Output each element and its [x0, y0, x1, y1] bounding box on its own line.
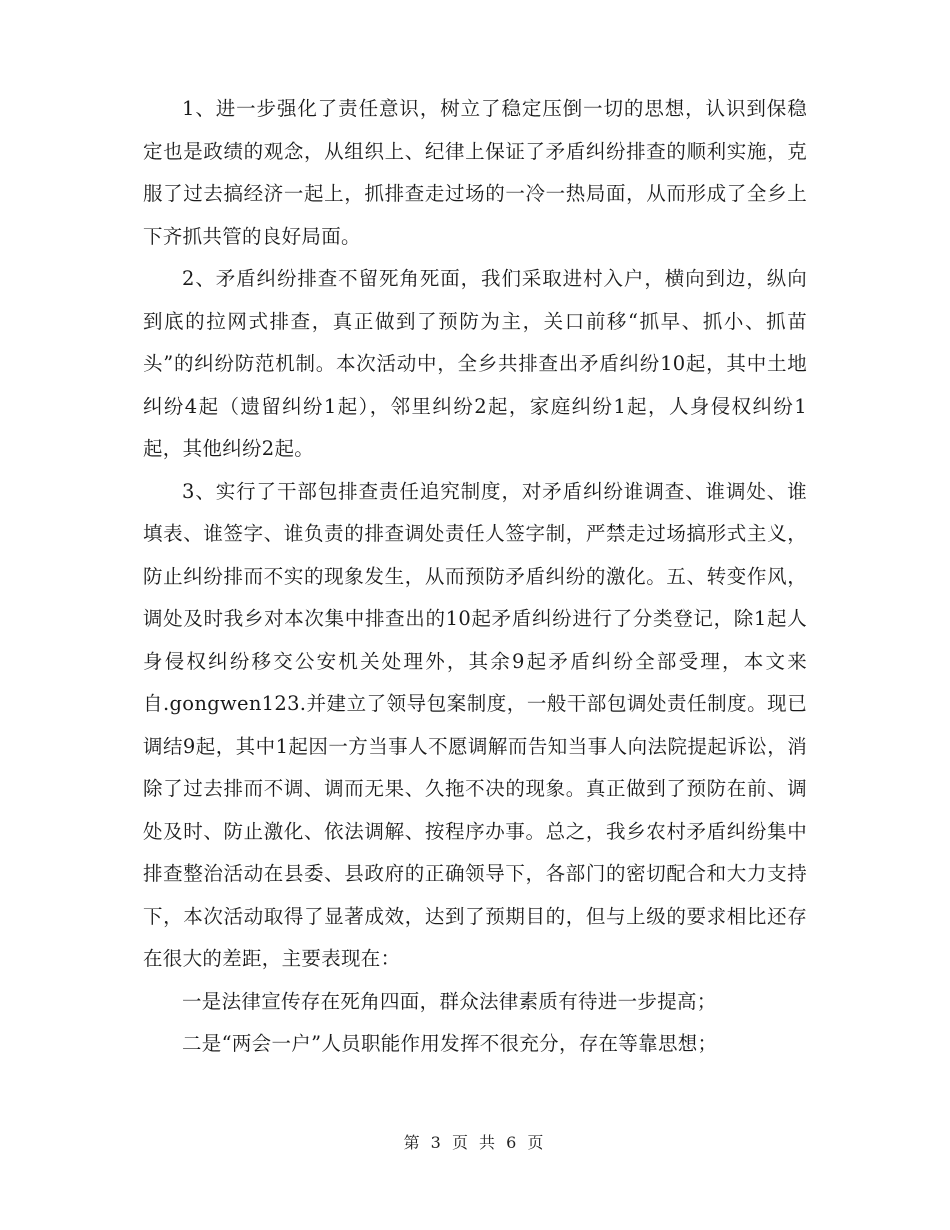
- document-body: [143, 88, 807, 1066]
- paragraph-4: 一是法律宣传存在死角四面，群众法律素质有待进一步提高；: [182, 989, 717, 1013]
- page-footer: 第 3 页 共 6 页: [403, 1133, 547, 1152]
- paragraph-5: 二是“两会一户”人员职能作用发挥不很充分，存在等靠思想；: [182, 1032, 718, 1055]
- paragraph-2: 2、矛盾纠纷排查不留死角死面，我们采取进村入户，横向到边，纵向到底的拉网式排查，真正做到了预防为主，关口前移“抓早、抓小、抓苗头”的纠纷防范机制。本次活动中，全乡共排查出矛盾纠纷10起，其中土地纠纷4起（遗留纠纷1起），邻里纠纷2起，家庭纠纷1起，人身侵权纠纷1起，其他纠纷2起。: [143, 267, 807, 460]
- paragraph-3: 3、实行了干部包排查责任追究制度，对矛盾纠纷谁调查、谁调处、谁填表、谁签字、谁负责的排查调处责任人签字制，严禁走过场搞形式主义，防止纠纷排而不实的现象发生，从而预防矛盾纠纷的激化。五、转变作风，调处及时我乡对本次集中排查出的10起矛盾纠纷进行了分类登记，除1起人身侵权纠纷移交公安机关处理外，其余9起矛盾纠纷全部受理，本文来自.gongwen123.并建立了领导包案制度，一般干部包调处责任制度。现已调结9起，其中1起因一方当事人不愿调解而告知当事人向法院提起诉讼，消除了过去排而不调、调而无果、久拖不决的现象。真正做到了预防在前、调处及时、防止激化、依法调解、按程序办事。总之，我乡农村矛盾纠纷集中排查整治活动在县委、县政府的正确领导下，各部门的密切配合和大力支持下，本次活动取得了显著成效，达到了预期目的，但与上级的要求相比还存在很大的差距，主要表现在：: [143, 479, 807, 970]
- paragraph-1: 1、进一步强化了责任意识，树立了稳定压倒一切的思想，认识到保稳定也是政绩的观念，从组织上、纪律上保证了矛盾纠纷排查的顺利实施，克服了过去搞经济一起上，抓排查走过场的一冷一热局面，从而形成了全乡上下齐抓共管的良好局面。: [143, 97, 807, 248]
